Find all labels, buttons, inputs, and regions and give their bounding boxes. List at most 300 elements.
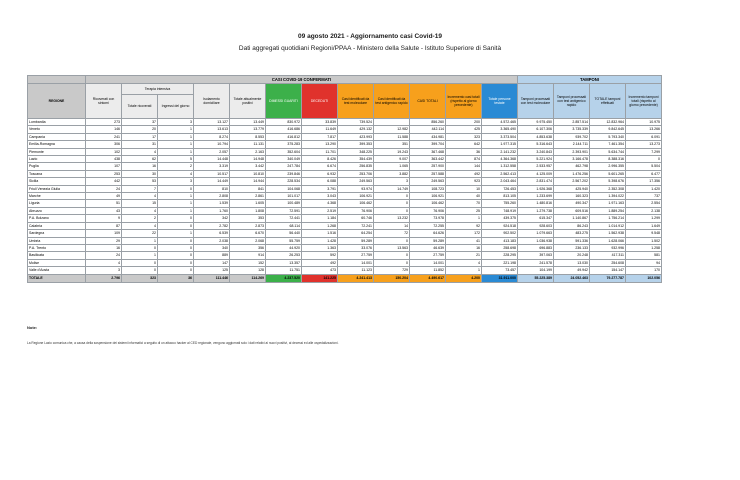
column-header: Ricoverati con sintomi — [86, 84, 122, 119]
value-cell: 49.942 — [554, 267, 590, 274]
value-cell: 41 — [446, 237, 482, 244]
value-cell: 70 — [446, 200, 482, 207]
value-cell: 442 — [86, 178, 122, 185]
total-value-cell: 111.446 — [194, 274, 230, 282]
value-cell: 13.273 — [626, 141, 662, 148]
table-row — [28, 178, 662, 185]
value-cell: 0 — [374, 237, 410, 244]
value-cell: 29 — [86, 237, 122, 244]
value-cell: 0 — [122, 244, 158, 251]
value-cell: 102 — [86, 148, 122, 155]
value-cell: 351 — [374, 141, 410, 148]
value-cell: 439.375 — [482, 215, 518, 222]
value-cell: 348.225 — [338, 148, 374, 155]
value-cell: 49 — [86, 193, 122, 200]
value-cell: 5.793.340 — [590, 133, 626, 140]
value-cell: 1.140.867 — [554, 215, 590, 222]
value-cell: 10.975 — [626, 119, 662, 126]
value-cell: 1 — [158, 133, 194, 140]
value-cell: 3.791 — [302, 185, 338, 192]
value-cell: 3.373.504 — [482, 133, 518, 140]
region-name-cell: Friuli Venezia Giulia — [28, 185, 86, 192]
value-cell: 416.686 — [266, 126, 302, 133]
total-value-cell: 150.204 — [374, 274, 410, 282]
value-cell: 9.842.645 — [590, 126, 626, 133]
value-cell: 4 — [122, 148, 158, 155]
value-cell: 1.079.663 — [518, 230, 554, 237]
value-cell: 17 — [122, 133, 158, 140]
value-cell: 340.049 — [266, 156, 302, 163]
column-header: Isolamento domiciliare — [194, 84, 230, 119]
value-cell: 1.476.256 — [554, 170, 590, 177]
value-cell: 0 — [158, 259, 194, 266]
value-cell: 27.759 — [338, 252, 374, 259]
table-row — [28, 185, 662, 192]
table-row — [28, 222, 662, 229]
value-cell: 40 — [446, 193, 482, 200]
value-cell: 253.706 — [338, 170, 374, 177]
value-cell: 86.243 — [554, 222, 590, 229]
value-cell: 1.065 — [374, 163, 410, 170]
value-cell: 1 — [158, 126, 194, 133]
value-cell: 352.604 — [266, 148, 302, 155]
column-header: Totale attualmente positivi — [230, 84, 266, 119]
value-cell: 810 — [194, 185, 230, 192]
table-row — [28, 215, 662, 222]
column-header-row — [28, 84, 662, 95]
value-cell: 755.260 — [482, 200, 518, 207]
value-cell: 6.674 — [302, 163, 338, 170]
notes-text: La Regione Lazio comunica che, a causa della sospensione dei sistemi informatici a seguito di un attacco hacker al CED regionale, vengono aggiornati solo i dati relativi ai nuovi positivi, ai decessi ed alle ospedalizzazioni. — [27, 341, 339, 345]
value-cell: 14.944 — [230, 178, 266, 185]
value-cell: 4 — [446, 259, 482, 266]
covid-data-table — [27, 75, 662, 283]
value-cell: 1.394.022 — [590, 193, 626, 200]
column-header: CASI TOTALI — [410, 84, 446, 119]
table-row — [28, 141, 662, 148]
value-cell: 6.107.306 — [518, 126, 554, 133]
value-cell: 939.702 — [554, 133, 590, 140]
value-cell: 9.975.450 — [518, 119, 554, 126]
value-cell: 100.489 — [266, 200, 302, 207]
value-cell: 1 — [158, 200, 194, 207]
value-cell: 1 — [158, 193, 194, 200]
value-cell: 20 — [122, 126, 158, 133]
value-cell: 1 — [158, 148, 194, 155]
value-cell: 1.562.938 — [590, 230, 626, 237]
region-name-cell: Lazio — [28, 156, 86, 163]
total-value-cell: 24.052.463 — [554, 274, 590, 282]
value-cell: 72 — [374, 230, 410, 237]
region-name-cell: Molise — [28, 259, 86, 266]
column-header-terapia-intensiva: Terapia intensiva — [122, 84, 194, 95]
value-cell: 413.183 — [482, 237, 518, 244]
value-cell: 4.125.009 — [518, 170, 554, 177]
value-cell: 932.996 — [590, 244, 626, 251]
region-name-cell: Abruzzo — [28, 207, 86, 214]
value-cell: 591.336 — [554, 237, 590, 244]
notes-label: Note: — [27, 325, 38, 330]
value-cell: 73.457 — [482, 267, 518, 274]
value-cell: 3.365.490 — [482, 126, 518, 133]
value-cell: 154.147 — [590, 267, 626, 274]
value-cell: 228.295 — [482, 252, 518, 259]
value-cell: 27.759 — [410, 252, 446, 259]
value-cell: 5.601.265 — [590, 170, 626, 177]
value-cell: 2 — [158, 163, 194, 170]
value-cell: 1 — [122, 237, 158, 244]
value-cell: 256.835 — [338, 163, 374, 170]
value-cell: 228.534 — [266, 178, 302, 185]
value-cell: 11.588 — [374, 133, 410, 140]
value-cell: 3 — [158, 119, 194, 126]
value-cell: 9.548 — [626, 230, 662, 237]
column-header: Incremento tamponi totali (rispetto al giorno precedente) — [626, 84, 662, 119]
value-cell: 4 — [158, 170, 194, 177]
value-cell: 0 — [158, 244, 194, 251]
value-cell: 14 — [374, 222, 410, 229]
value-cell: 1 — [158, 141, 194, 148]
value-cell: 0 — [374, 259, 410, 266]
value-cell: 19.243 — [374, 148, 410, 155]
value-cell: 5.634.744 — [590, 148, 626, 155]
table-row — [28, 126, 662, 133]
value-cell: 696.883 — [518, 244, 554, 251]
value-cell: 12.832.964 — [590, 119, 626, 126]
value-cell: 107 — [86, 163, 122, 170]
value-cell: 3.043 — [302, 193, 338, 200]
region-name-cell: Campania — [28, 133, 86, 140]
value-cell: 2.138 — [626, 207, 662, 214]
value-cell: 8.426 — [302, 156, 338, 163]
value-cell: 5 — [158, 156, 194, 163]
value-cell: 200 — [446, 119, 482, 126]
value-cell: 3 — [374, 178, 410, 185]
table-row — [28, 133, 662, 140]
value-cell: 353 — [230, 215, 266, 222]
value-cell: 64.626 — [410, 230, 446, 237]
value-cell: 2.043.464 — [482, 178, 518, 185]
value-cell: 340 — [194, 244, 230, 251]
total-value-cell: 4.490.617 — [410, 274, 446, 282]
value-cell: 4.364.368 — [482, 156, 518, 163]
value-cell: 442.114 — [410, 126, 446, 133]
value-cell: 11.701 — [302, 148, 338, 155]
value-cell: 17.356 — [626, 178, 662, 185]
table-body — [28, 119, 662, 283]
total-value-cell: 114.269 — [230, 274, 266, 282]
value-cell: 6.932 — [302, 170, 338, 177]
region-name-cell: P.A. Trento — [28, 244, 86, 251]
value-cell: 241.578 — [518, 259, 554, 266]
column-header: Casi identificati da test antigenico rapido — [374, 84, 410, 119]
value-cell: 13.290 — [302, 141, 338, 148]
value-cell: 841 — [230, 185, 266, 192]
value-cell: 1.808 — [230, 207, 266, 214]
value-cell: 354.439 — [338, 156, 374, 163]
column-header: Casi identificati da test molecolare — [338, 84, 374, 119]
value-cell: 2.996.355 — [590, 163, 626, 170]
value-cell: 6.091 — [626, 133, 662, 140]
value-cell: 10 — [446, 185, 482, 192]
value-cell: 1.889.254 — [590, 207, 626, 214]
value-cell: 2.554 — [626, 200, 662, 207]
value-cell: 51 — [86, 200, 122, 207]
value-cell: 33.839 — [302, 119, 338, 126]
value-cell: 1.926.368 — [518, 185, 554, 192]
value-cell: 21 — [446, 252, 482, 259]
value-cell: 13.449 — [230, 119, 266, 126]
value-cell: 1.971.163 — [590, 200, 626, 207]
value-cell: 889 — [194, 252, 230, 259]
table-row — [28, 252, 662, 259]
value-cell: 492 — [302, 259, 338, 266]
value-cell: 13.613 — [194, 126, 230, 133]
value-cell: 0 — [374, 200, 410, 207]
value-cell: 128 — [230, 267, 266, 274]
value-cell: 438 — [86, 156, 122, 163]
group-header-casi: CASI COVID-19 CONFERMATI — [86, 76, 518, 84]
value-cell: 24 — [86, 185, 122, 192]
value-cell: 399.353 — [338, 141, 374, 148]
value-cell: 2.567.202 — [554, 178, 590, 185]
value-cell: 1.312.558 — [482, 163, 518, 170]
total-value-cell: 55.225.389 — [518, 274, 554, 282]
column-header: Tamponi processati con test antigenico rapido — [554, 84, 590, 119]
value-cell: 416.812 — [266, 133, 302, 140]
page-subtitle: Dati aggregati quotidiani Regioni/PPAA - Ministero della Salute - Istituto Superiore di Sanità — [238, 45, 502, 52]
value-cell: 483.275 — [554, 230, 590, 237]
total-value-cell: 4.241.413 — [338, 274, 374, 282]
value-cell: 0 — [158, 237, 194, 244]
value-cell: 1.977.315 — [482, 141, 518, 148]
value-cell: 4.368 — [302, 200, 338, 207]
value-cell: 11.852 — [410, 267, 446, 274]
value-cell: 68.114 — [266, 222, 302, 229]
value-cell: 830.972 — [266, 119, 302, 126]
table-row — [28, 156, 662, 163]
value-cell: 14.001 — [410, 259, 446, 266]
region-name-cell: Piemonte — [28, 148, 86, 155]
table-row — [28, 207, 662, 214]
total-value-cell: 102.056 — [626, 274, 662, 282]
value-cell: 221.198 — [482, 259, 518, 266]
value-cell: 60.746 — [338, 215, 374, 222]
value-cell: 273 — [86, 119, 122, 126]
table-row — [28, 237, 662, 244]
value-cell: 144 — [446, 163, 482, 170]
value-cell: 2.861 — [230, 193, 266, 200]
value-cell: 581 — [626, 252, 662, 259]
value-cell: 20.248 — [554, 252, 590, 259]
table-row — [28, 193, 662, 200]
value-cell: 109 — [86, 230, 122, 237]
value-cell: 923 — [446, 178, 482, 185]
value-cell: 253 — [86, 170, 122, 177]
value-cell: 3 — [86, 267, 122, 274]
value-cell: 902.502 — [482, 230, 518, 237]
value-cell: 1.539 — [194, 200, 230, 207]
value-cell: 16 — [122, 163, 158, 170]
value-cell: 239.846 — [266, 170, 302, 177]
value-cell: 22 — [122, 230, 158, 237]
value-cell: 0 — [374, 193, 410, 200]
value-cell: 1.014.912 — [590, 222, 626, 229]
value-cell: 399.704 — [410, 141, 446, 148]
total-value-cell: 4.200 — [446, 274, 482, 282]
value-cell: 1.480.816 — [518, 200, 554, 207]
table-row — [28, 200, 662, 207]
value-cell: 9 — [86, 215, 122, 222]
value-cell: 5.504 — [626, 163, 662, 170]
total-value-cell: 4.237.520 — [266, 274, 302, 282]
value-cell: 2.141.232 — [482, 148, 518, 155]
value-cell: 15 — [122, 200, 158, 207]
value-cell: 1.363 — [302, 244, 338, 251]
region-name-cell: Umbria — [28, 237, 86, 244]
value-cell: 2.038 — [194, 237, 230, 244]
value-cell: 0 — [374, 207, 410, 214]
value-cell: 7.817 — [302, 133, 338, 140]
value-cell: 106.921 — [410, 193, 446, 200]
value-cell: 2 — [122, 215, 158, 222]
value-cell: 236.133 — [554, 244, 590, 251]
value-cell: 729 — [374, 267, 410, 274]
value-cell: 1 — [446, 215, 482, 222]
value-cell: 856.260 — [410, 119, 446, 126]
region-name-cell: Basilicata — [28, 252, 86, 259]
value-cell: 87 — [86, 222, 122, 229]
table-row — [28, 244, 662, 251]
total-value-cell: 141.225 — [302, 274, 338, 282]
value-cell: 14.948 — [230, 156, 266, 163]
value-cell: 473 — [302, 267, 338, 274]
region-name-cell: Lombardia — [28, 119, 86, 126]
value-cell: 2.533.957 — [518, 163, 554, 170]
region-name-cell: P.A. Bolzano — [28, 215, 86, 222]
value-cell: 1.628.066 — [590, 237, 626, 244]
value-cell: 1 — [158, 207, 194, 214]
value-cell: 254.608 — [590, 259, 626, 266]
value-cell: 490.347 — [554, 200, 590, 207]
value-cell: 13.266 — [626, 126, 662, 133]
table-row — [28, 148, 662, 155]
value-cell: 104.199 — [518, 267, 554, 274]
value-cell: 4.853.638 — [518, 133, 554, 140]
total-value-cell: 31.911.000 — [482, 274, 518, 282]
value-cell: 53 — [122, 178, 158, 185]
value-cell: 104.068 — [266, 185, 302, 192]
value-cell: 739.524 — [338, 119, 374, 126]
value-cell: 241 — [86, 133, 122, 140]
total-value-cell: 36 — [158, 274, 194, 282]
region-name-cell: Sicilia — [28, 178, 86, 185]
value-cell: 7 — [122, 185, 158, 192]
value-cell: 642 — [446, 141, 482, 148]
value-cell: 11.649 — [302, 126, 338, 133]
value-cell: 1.279.738 — [518, 207, 554, 214]
region-name-cell: Emilia-Romagna — [28, 141, 86, 148]
value-cell: 93.974 — [338, 185, 374, 192]
value-cell: 0 — [122, 259, 158, 266]
value-cell: 146 — [86, 126, 122, 133]
value-cell: 615.347 — [518, 215, 554, 222]
value-cell: 306 — [86, 141, 122, 148]
table-row — [28, 230, 662, 237]
value-cell: 2.163 — [230, 148, 266, 155]
value-cell: 249.563 — [410, 178, 446, 185]
value-cell: 0 — [158, 222, 194, 229]
column-header: Tamponi processati con test molecolare — [518, 84, 554, 119]
value-cell: 0 — [158, 185, 194, 192]
value-cell: 0 — [626, 156, 662, 163]
table-row — [28, 170, 662, 177]
column-header-regione: REGIONE — [28, 84, 86, 119]
value-cell: 59.289 — [410, 237, 446, 244]
value-cell: 928.603 — [518, 222, 554, 229]
value-cell: 1.516 — [302, 230, 338, 237]
region-name-cell: Liguria — [28, 200, 86, 207]
value-cell: 3.240.843 — [518, 148, 554, 155]
value-cell: 924.518 — [482, 222, 518, 229]
value-cell: 9.007 — [374, 156, 410, 163]
value-cell: 14.001 — [338, 259, 374, 266]
value-cell: 13.232 — [374, 215, 410, 222]
value-cell: 76.906 — [338, 207, 374, 214]
value-cell: 342 — [194, 215, 230, 222]
value-cell: 13.127 — [194, 119, 230, 126]
value-cell: 2.057 — [194, 148, 230, 155]
value-cell: 2.068 — [230, 237, 266, 244]
value-cell: 2.808 — [194, 193, 230, 200]
value-cell: 10.810 — [230, 170, 266, 177]
column-header: DIMESSI GUARITI — [266, 84, 302, 119]
region-name-cell: Sardegna — [28, 230, 86, 237]
value-cell: 1.420 — [626, 185, 662, 192]
value-cell: 7.299 — [626, 148, 662, 155]
value-cell: 3.319 — [194, 163, 230, 170]
value-cell: 5.316.643 — [518, 141, 554, 148]
value-cell: 72.255 — [410, 222, 446, 229]
value-cell: 10.517 — [194, 170, 230, 177]
table-row — [28, 119, 662, 126]
value-cell: 2.782 — [194, 222, 230, 229]
value-cell: 125 — [194, 267, 230, 274]
column-header: Totale persone testate — [482, 84, 518, 119]
value-cell: 1.036.938 — [518, 237, 554, 244]
value-cell: 170 — [626, 267, 662, 274]
value-cell: 0 — [374, 252, 410, 259]
value-cell: 44.920 — [266, 244, 302, 251]
value-cell: 14.749 — [374, 185, 410, 192]
value-cell: 462.798 — [554, 163, 590, 170]
value-cell: 8.553 — [230, 133, 266, 140]
region-name-cell: Veneto — [28, 126, 86, 133]
value-cell: 16 — [446, 244, 482, 251]
value-cell: 592 — [302, 252, 338, 259]
total-row — [28, 274, 662, 282]
total-value-cell: 79.277.787 — [590, 274, 626, 282]
value-cell: 73.978 — [410, 215, 446, 222]
value-cell: 1.605 — [230, 200, 266, 207]
value-cell: 423.993 — [338, 133, 374, 140]
value-cell: 425 — [446, 126, 482, 133]
column-header: TOTALE tamponi effettuati — [590, 84, 626, 119]
value-cell: 4.572.465 — [482, 119, 518, 126]
value-cell: 72.441 — [266, 215, 302, 222]
value-cell: 2.831.474 — [518, 178, 554, 185]
value-cell: 1.184 — [302, 215, 338, 222]
